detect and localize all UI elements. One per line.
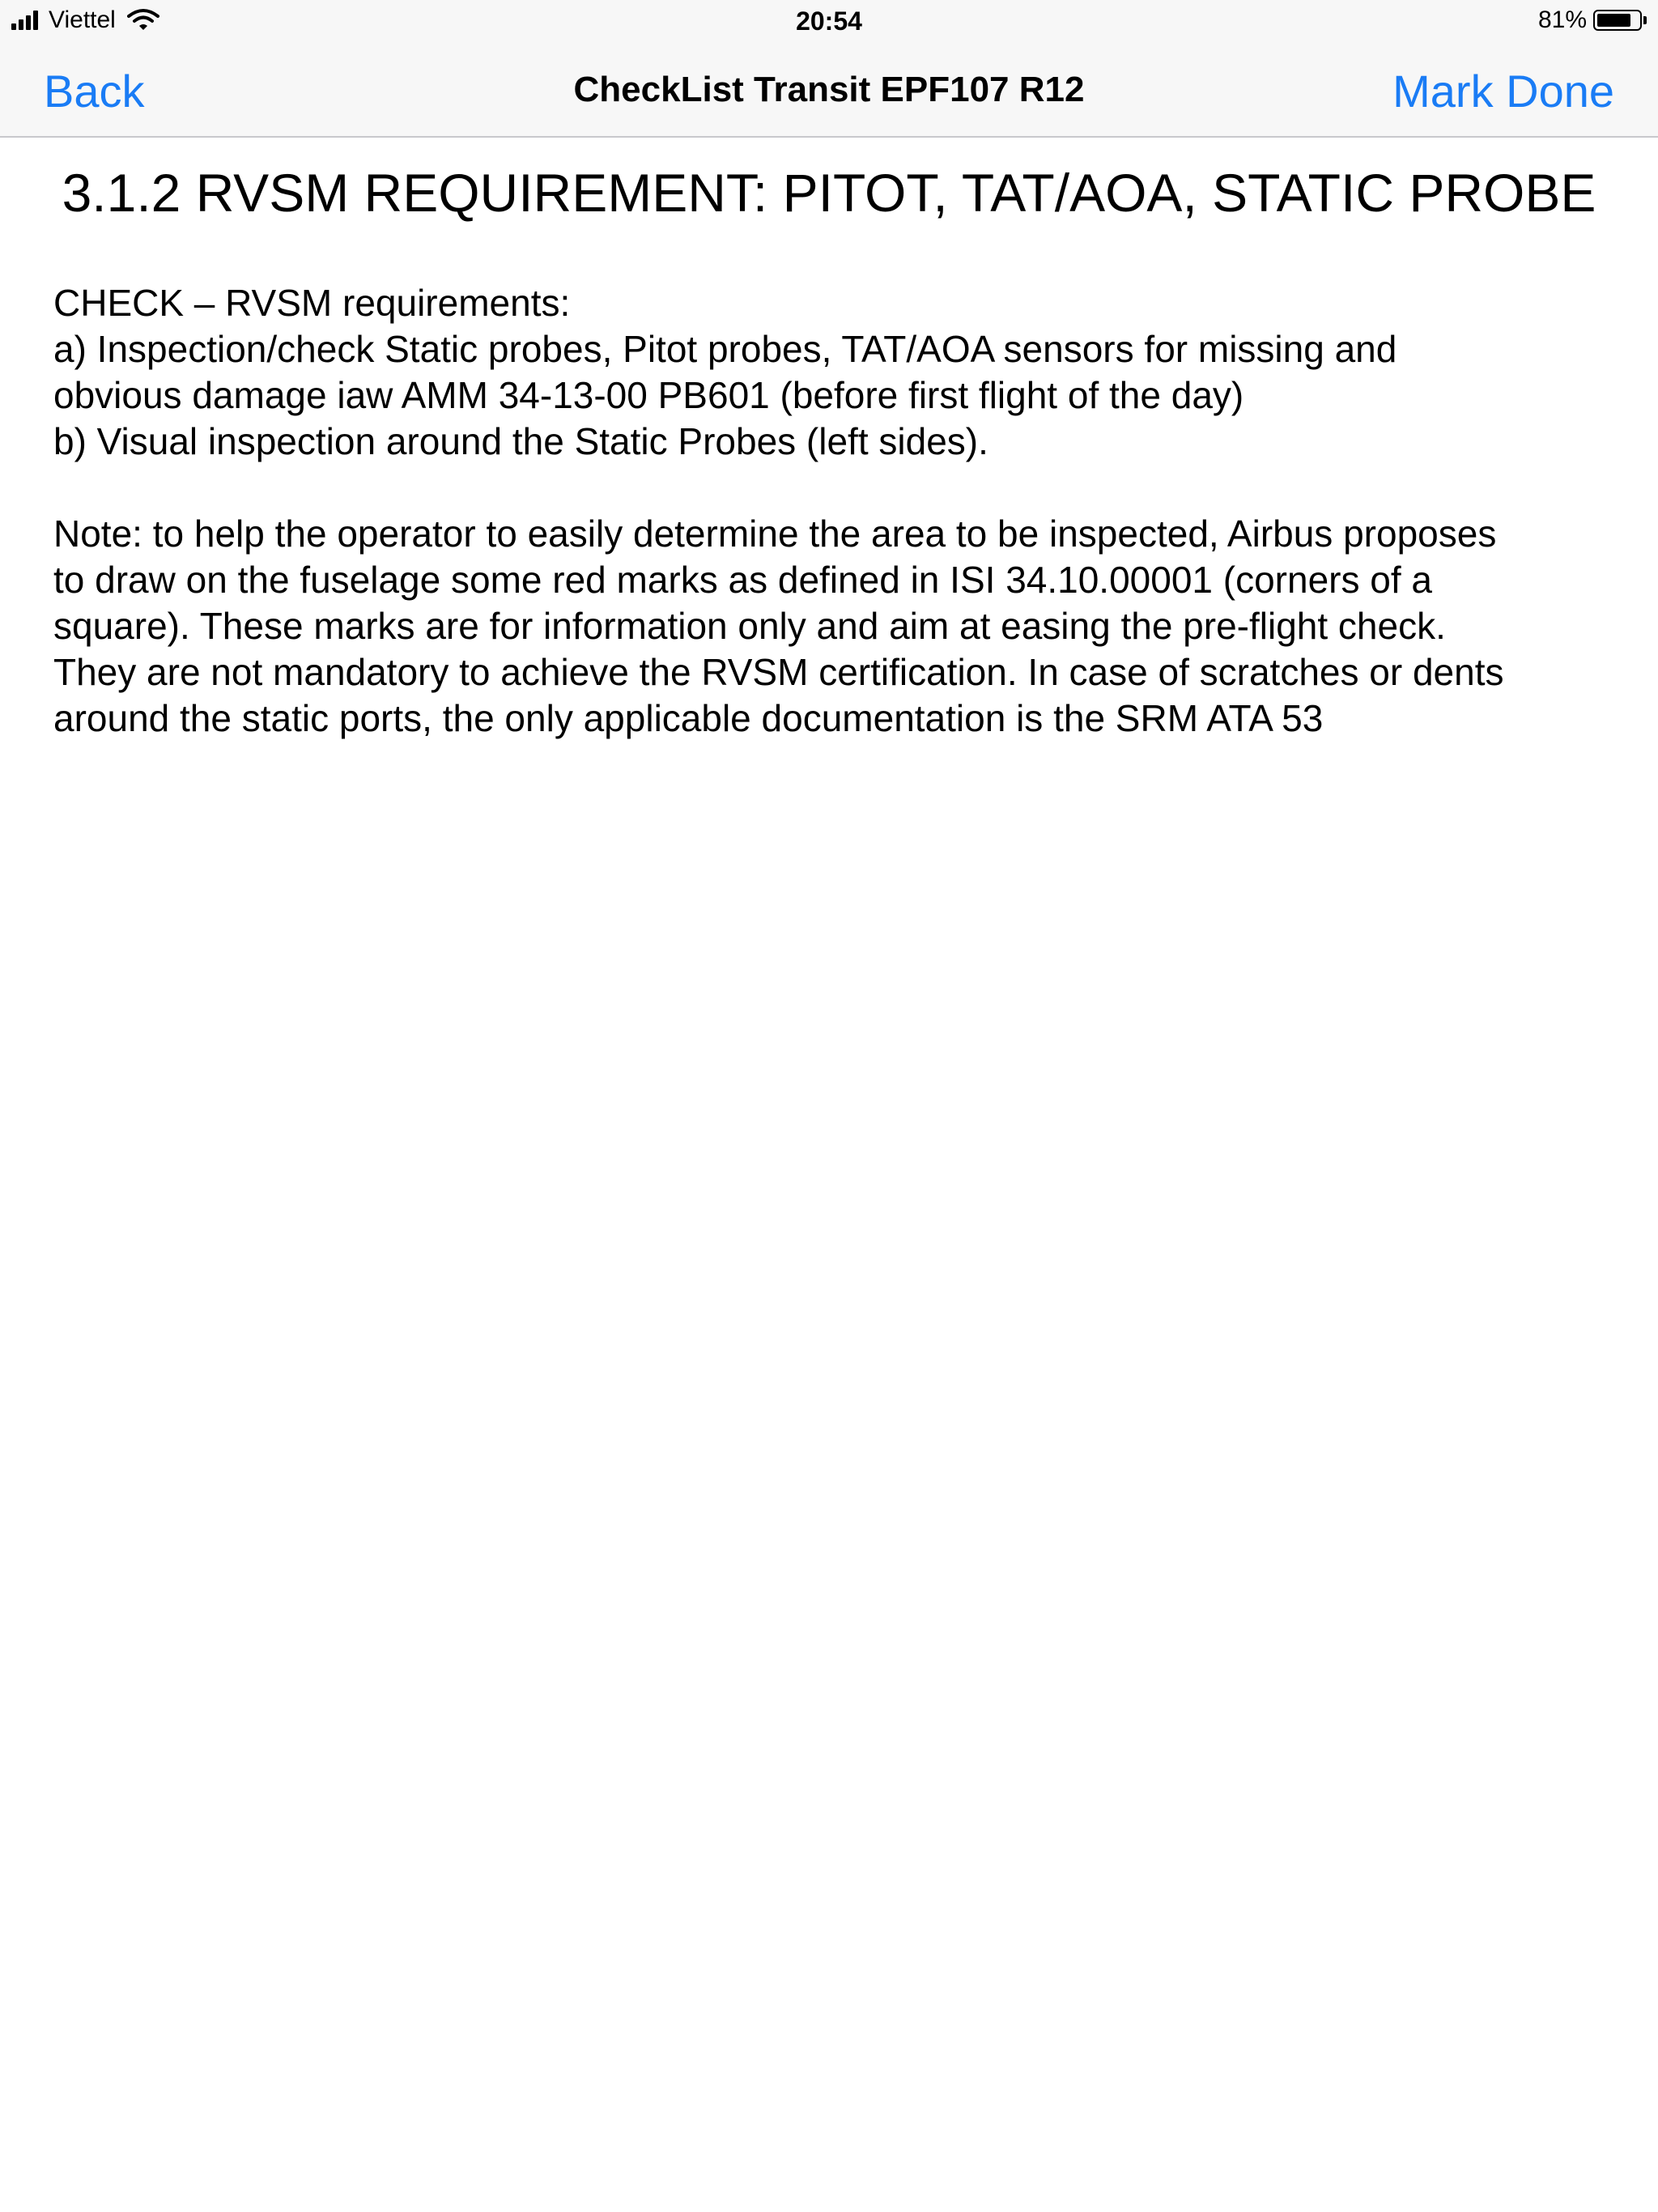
battery-tip bbox=[1643, 16, 1647, 24]
note-line: They are not mandatory to achieve the RVSM certification. In case of scratches or dents bbox=[53, 651, 1504, 693]
checklist-body bbox=[0, 280, 1658, 742]
body-line: a) Inspection/check Static probes, Pitot probes, TAT/AOA sensors for missing and bbox=[53, 328, 1397, 370]
battery-fill bbox=[1597, 14, 1630, 27]
status-bar bbox=[0, 0, 1658, 44]
note-line: to draw on the fuselage some red marks as defined in ISI 34.10.00001 (corners of a bbox=[53, 559, 1432, 601]
back-button[interactable]: Back bbox=[44, 66, 145, 117]
status-right bbox=[1538, 6, 1647, 34]
note-line: Note: to help the operator to easily determine the area to be inspected, Airbus proposes bbox=[53, 513, 1497, 555]
battery-percent: 81% bbox=[1537, 6, 1587, 33]
section-title: 3.1.2 RVSM REQUIREMENT: PITOT, TAT/AOA, STATIC PROBE bbox=[62, 163, 1596, 223]
page-title: CheckList Transit EPF107 R12 bbox=[573, 70, 1085, 109]
note-line: around the static ports, the only applicable documentation is the SRM ATA 53 bbox=[53, 697, 1324, 739]
body-line: obvious damage iaw AMM 34-13-00 PB601 (before first flight of the day) bbox=[53, 374, 1244, 416]
body-line: b) Visual inspection around the Static Probes (left sides). bbox=[53, 420, 988, 462]
note-line: square). These marks are for information only and aim at easing the pre-flight check. bbox=[53, 605, 1446, 647]
mark-done-button[interactable]: Mark Done bbox=[1392, 66, 1614, 117]
checklist-content bbox=[0, 138, 1658, 742]
battery-icon bbox=[1593, 10, 1642, 31]
body-line: CHECK – RVSM requirements: bbox=[53, 282, 571, 324]
carrier-name: Viettel bbox=[49, 6, 116, 33]
status-time: 20:54 bbox=[796, 6, 862, 36]
navigation-bar bbox=[0, 44, 1658, 138]
paragraph-spacer bbox=[53, 465, 1605, 511]
